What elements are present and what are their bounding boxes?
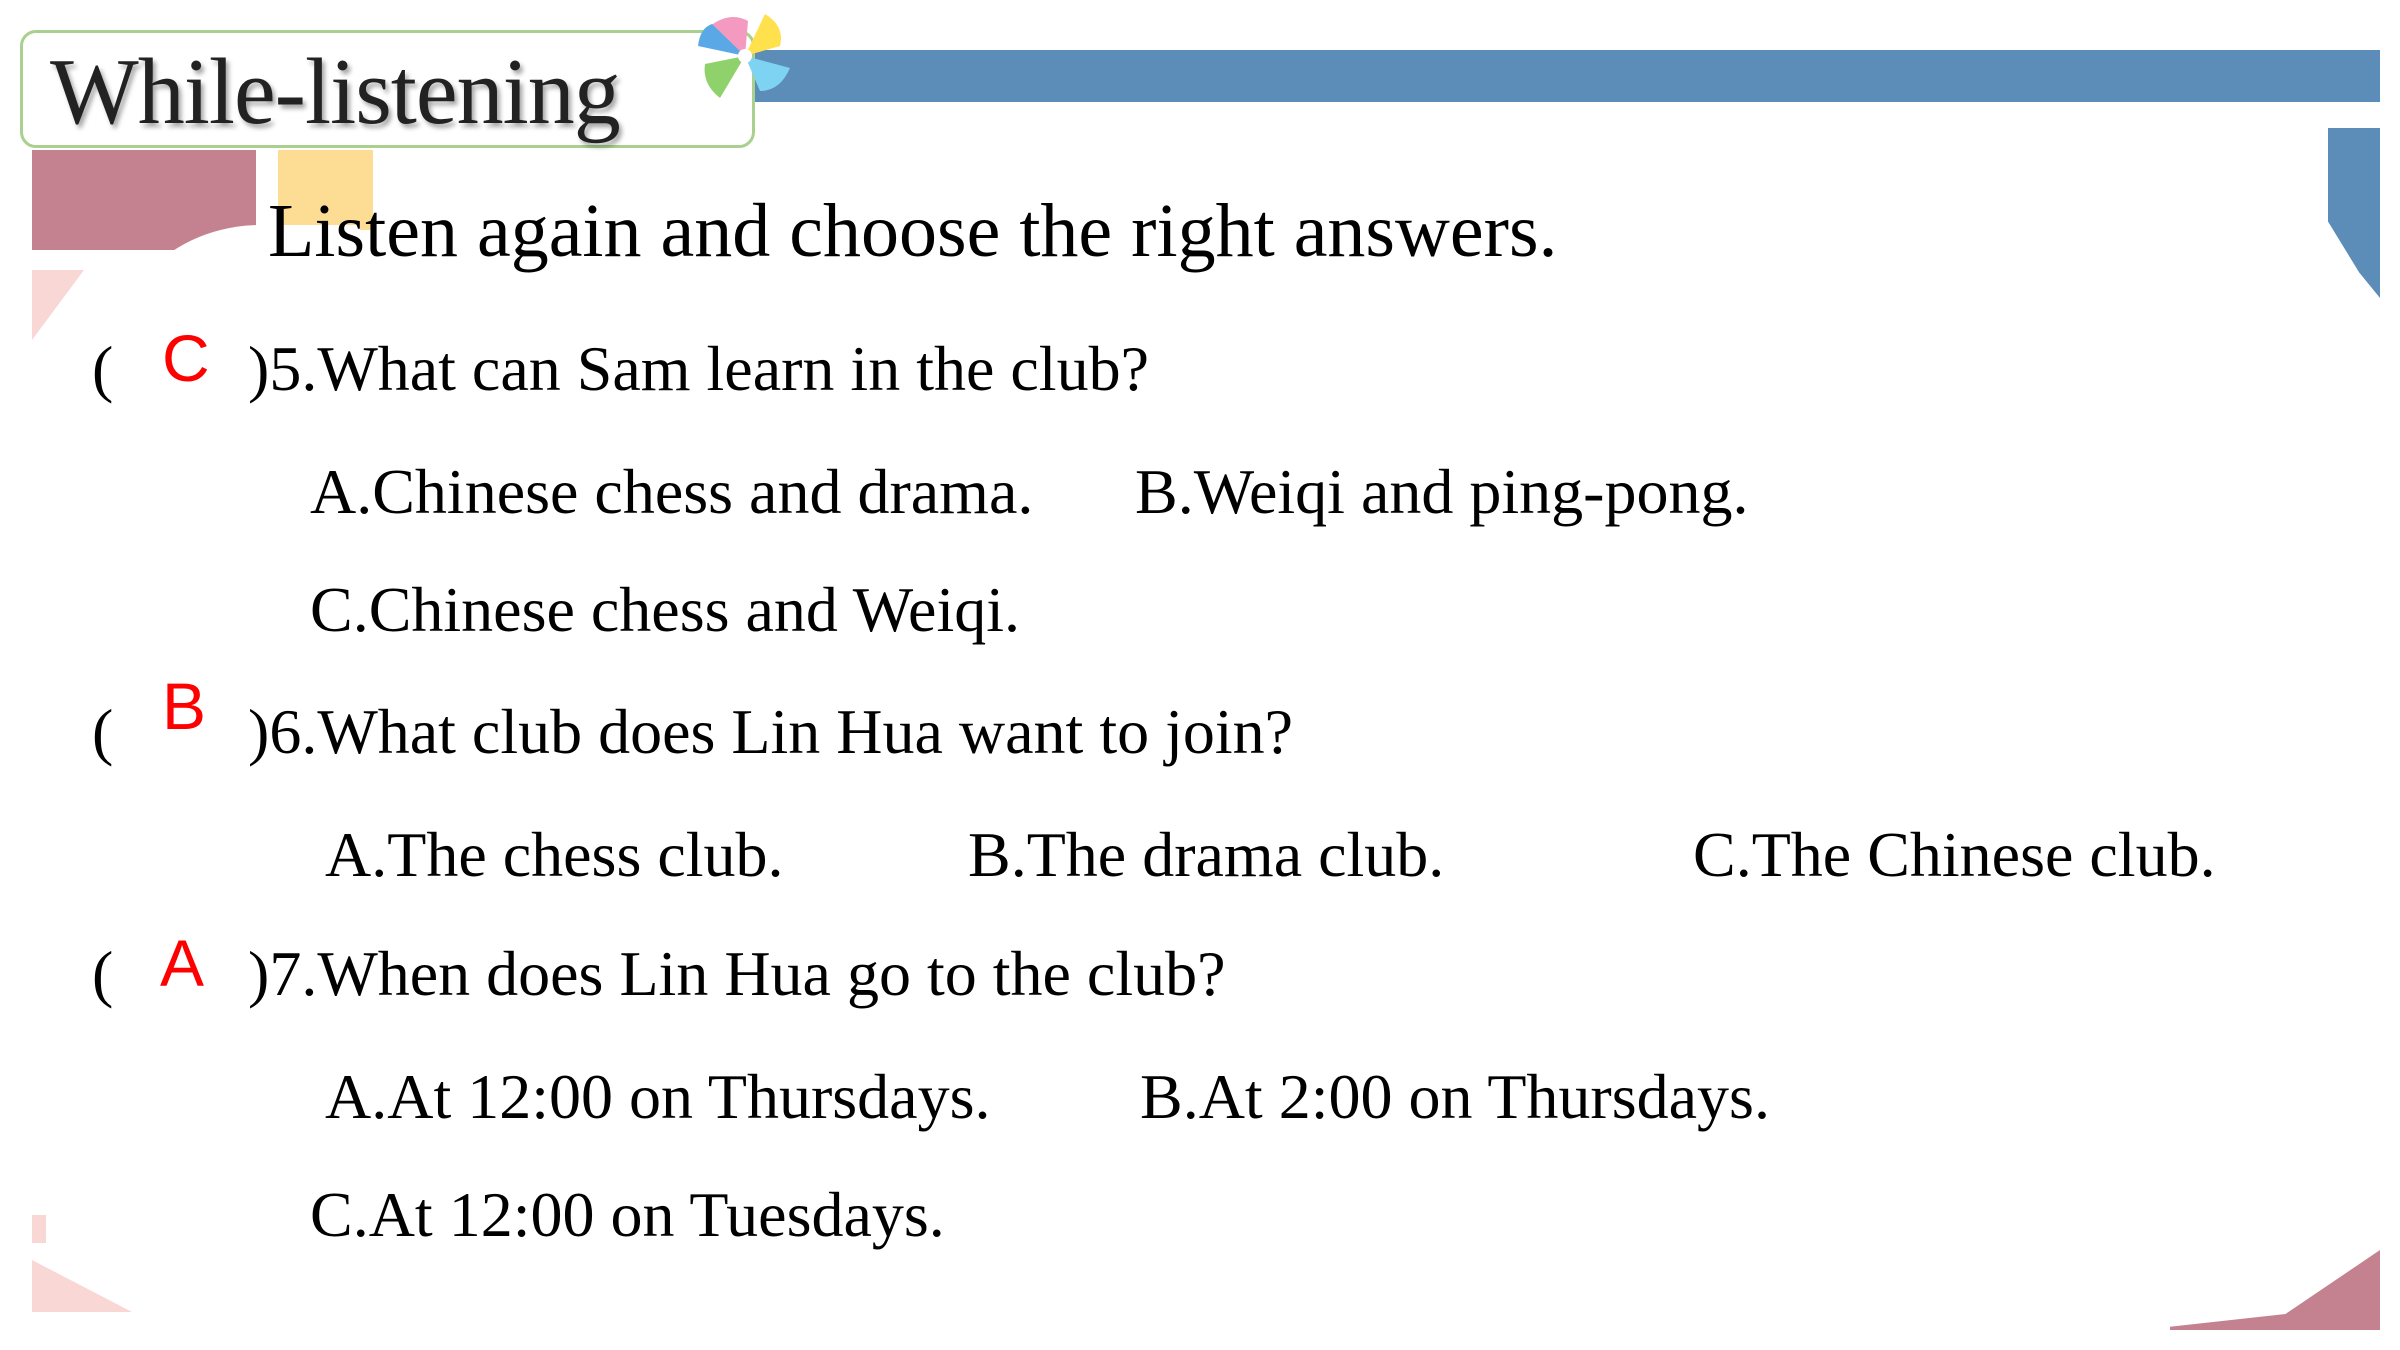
- question-6-open-paren: (: [92, 696, 114, 767]
- pink-corner-top-left: [32, 270, 84, 340]
- pinwheel-icon: [690, 6, 800, 106]
- question-6-answer: B: [162, 669, 207, 743]
- question-7-option-c: C.At 12:00 on Tuesdays.: [310, 1179, 945, 1250]
- question-7-stem: )7.When does Lin Hua go to the club?: [248, 938, 1226, 1009]
- question-5-stem: )5.What can Sam learn in the club?: [248, 333, 1149, 404]
- question-7-option-b: B.At 2:00 on Thursdays.: [1140, 1061, 1770, 1132]
- right-accent-bar: [2328, 128, 2380, 298]
- question-6-option-b: B.The drama club.: [968, 819, 1445, 890]
- question-7-option-a: A.At 12:00 on Thursdays.: [325, 1061, 991, 1132]
- pink-edge-left: [32, 1215, 46, 1243]
- page-title: While-listening: [50, 40, 620, 144]
- question-5-answer: C: [162, 321, 210, 395]
- question-6-option-c: C.The Chinese club.: [1693, 819, 2216, 890]
- question-5-option-a: A.Chinese chess and drama.: [310, 456, 1034, 527]
- question-5-open-paren: (: [92, 333, 114, 404]
- question-6-option-a: A.The chess club.: [325, 819, 784, 890]
- mauve-corner-bottom-right: [2170, 1250, 2380, 1330]
- question-6-stem: )6.What club does Lin Hua want to join?: [248, 696, 1294, 767]
- question-7-answer: A: [160, 926, 205, 1000]
- question-5-option-c: C.Chinese chess and Weiqi.: [310, 574, 1020, 645]
- pink-corner-bottom-left: [32, 1260, 132, 1312]
- top-accent-bar: [735, 50, 2380, 102]
- question-7-open-paren: (: [92, 938, 114, 1009]
- question-5-option-b: B.Weiqi and ping-pong.: [1135, 456, 1749, 527]
- instruction-text: Listen again and choose the right answers.: [268, 189, 1558, 273]
